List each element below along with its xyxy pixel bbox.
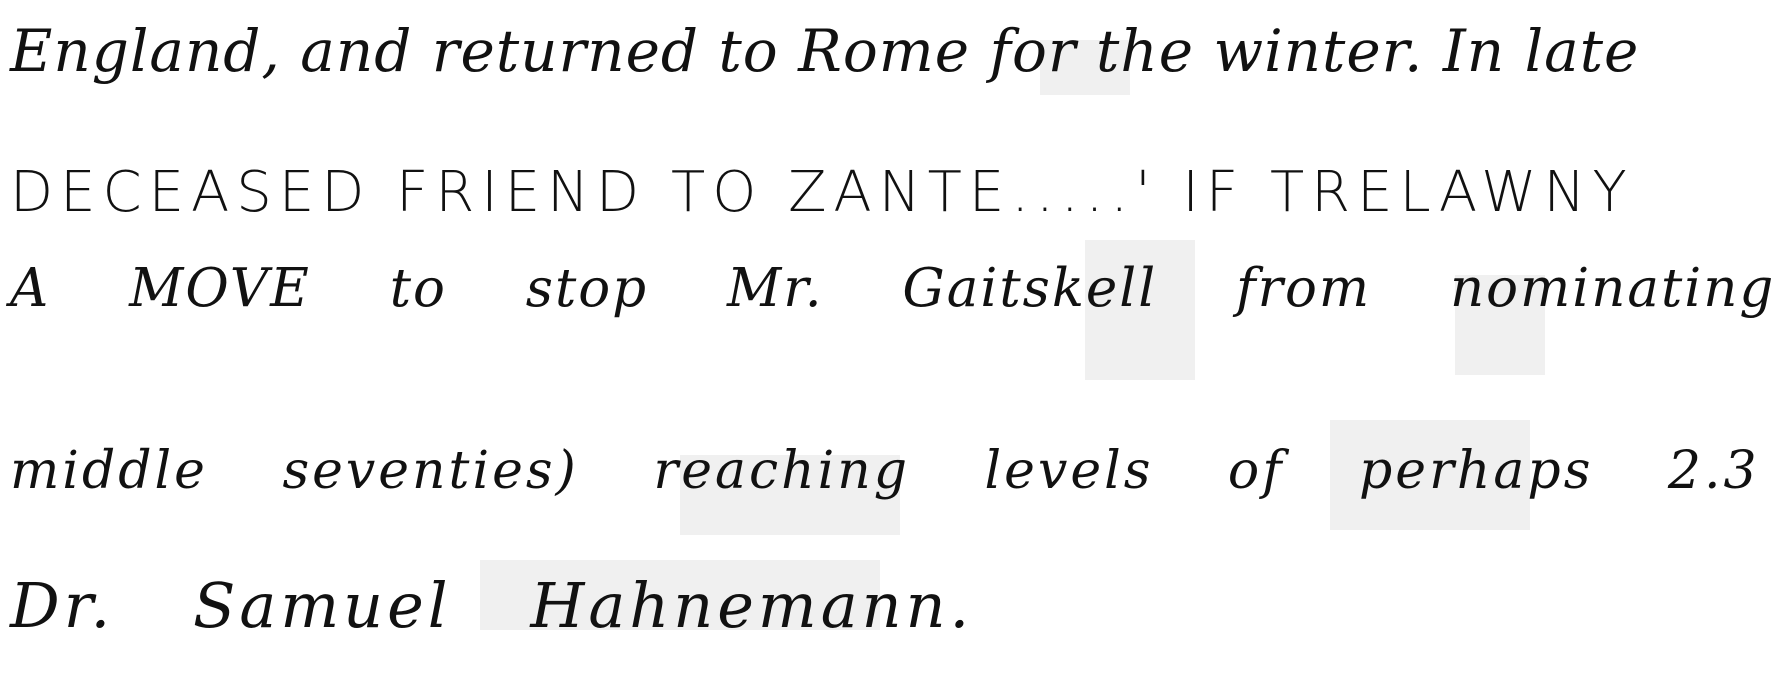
handwritten-line-2: DECEASED FRIEND TO ZANTE.....' IF TRELAWNY bbox=[10, 160, 1634, 225]
handwritten-line-5: Dr. Samuel Hahnemann. bbox=[10, 569, 974, 642]
handwritten-line-3: A MOVE to stop Mr. Gaitskell from nominating bbox=[10, 258, 1776, 319]
handwritten-line-1: England, and returned to Rome for the winter. In late bbox=[10, 17, 1640, 85]
handwritten-line-4: middle seventies) reaching levels of perhaps 2.3 bbox=[10, 441, 1760, 501]
